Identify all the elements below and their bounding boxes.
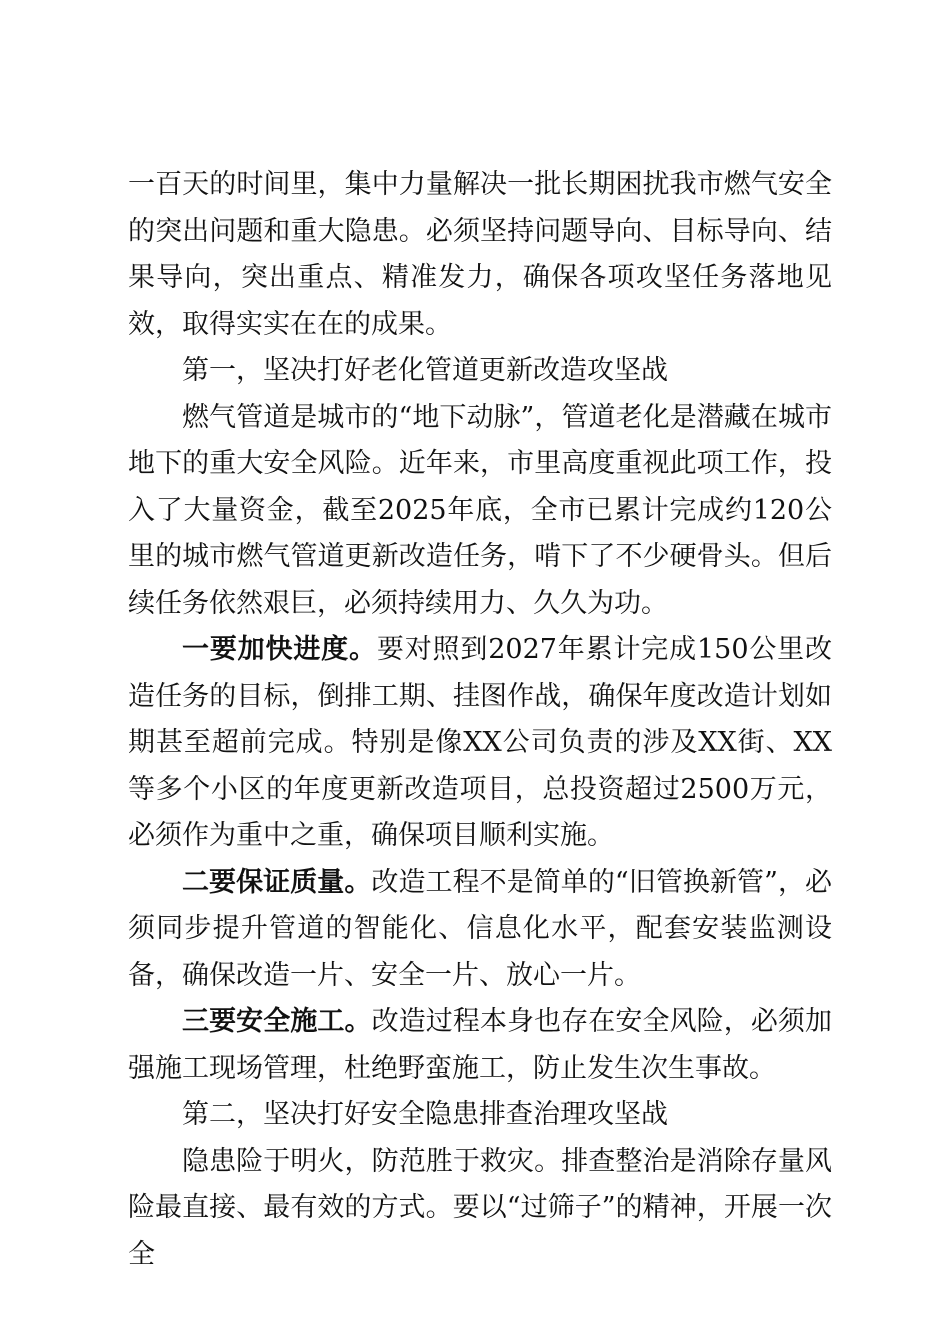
section-heading-2 (128, 1092, 832, 1139)
paragraph-hazard-intro (128, 1139, 832, 1279)
paragraph-pipeline-intro (128, 395, 832, 628)
heading-text: 第二，坚决打好安全隐患排查治理攻坚战 (182, 1099, 668, 1130)
heading-text: 第一，坚决打好老化管道更新改造攻坚战 (182, 355, 668, 386)
paragraph-safety (128, 999, 832, 1092)
paragraph-text: 隐患险于明火，防范胜于救灾。排查整治是消除存量风险最直接、最有效的方式。要以“过筛子”的精神，开展一次全 (128, 1145, 832, 1270)
paragraph-lead: 一要加快进度。 (182, 634, 377, 665)
paragraph-lead: 三要安全施工。 (182, 1006, 372, 1037)
paragraph-text: 燃气管道是城市的“地下动脉”，管道老化是潜藏在城市地下的重大安全风险。近年来，市里高度重视此项工作，投入了大量资金，截至2025年底，全市已累计完成约120公里的城市燃气管道更新改造任务，啃下了不少硬骨头。但后续任务依然艰巨，必须持续用力、久久为功。 (128, 401, 832, 619)
paragraph-text: 改造工程不是简单的“旧管换新管”，必须同步提升管道的智能化、信息化水平，配套安装监测设备，确保改造一片、安全一片、放心一片。 (128, 866, 832, 991)
paragraph-text: 要对照到2027年累计完成150公里改造任务的目标，倒排工期、挂图作战，确保年度改造计划如期甚至超前完成。特别是像XX公司负责的涉及XX街、XX等多个小区的年度更新改造项目，总投资超过2500万元，必须作为重中之重，确保项目顺利实施。 (128, 634, 833, 851)
document-body (128, 162, 832, 1278)
paragraph-lead: 二要保证质量。 (182, 866, 372, 898)
paragraph-text: 改造过程本身也存在安全风险，必须加强施工现场管理，杜绝野蛮施工，防止发生次生事故。 (128, 1006, 832, 1084)
paragraph-progress (128, 627, 832, 860)
paragraph-continuation (128, 162, 832, 348)
paragraph-text: 一百天的时间里，集中力量解决一批长期困扰我市燃气安全的突出问题和重大隐患。必须坚持问题导向、目标导向、结果导向，突出重点、精准发力，确保各项攻坚任务落地见效，取得实实在在的成果。 (128, 169, 832, 340)
section-heading-1 (128, 348, 832, 395)
paragraph-quality (128, 860, 832, 1000)
